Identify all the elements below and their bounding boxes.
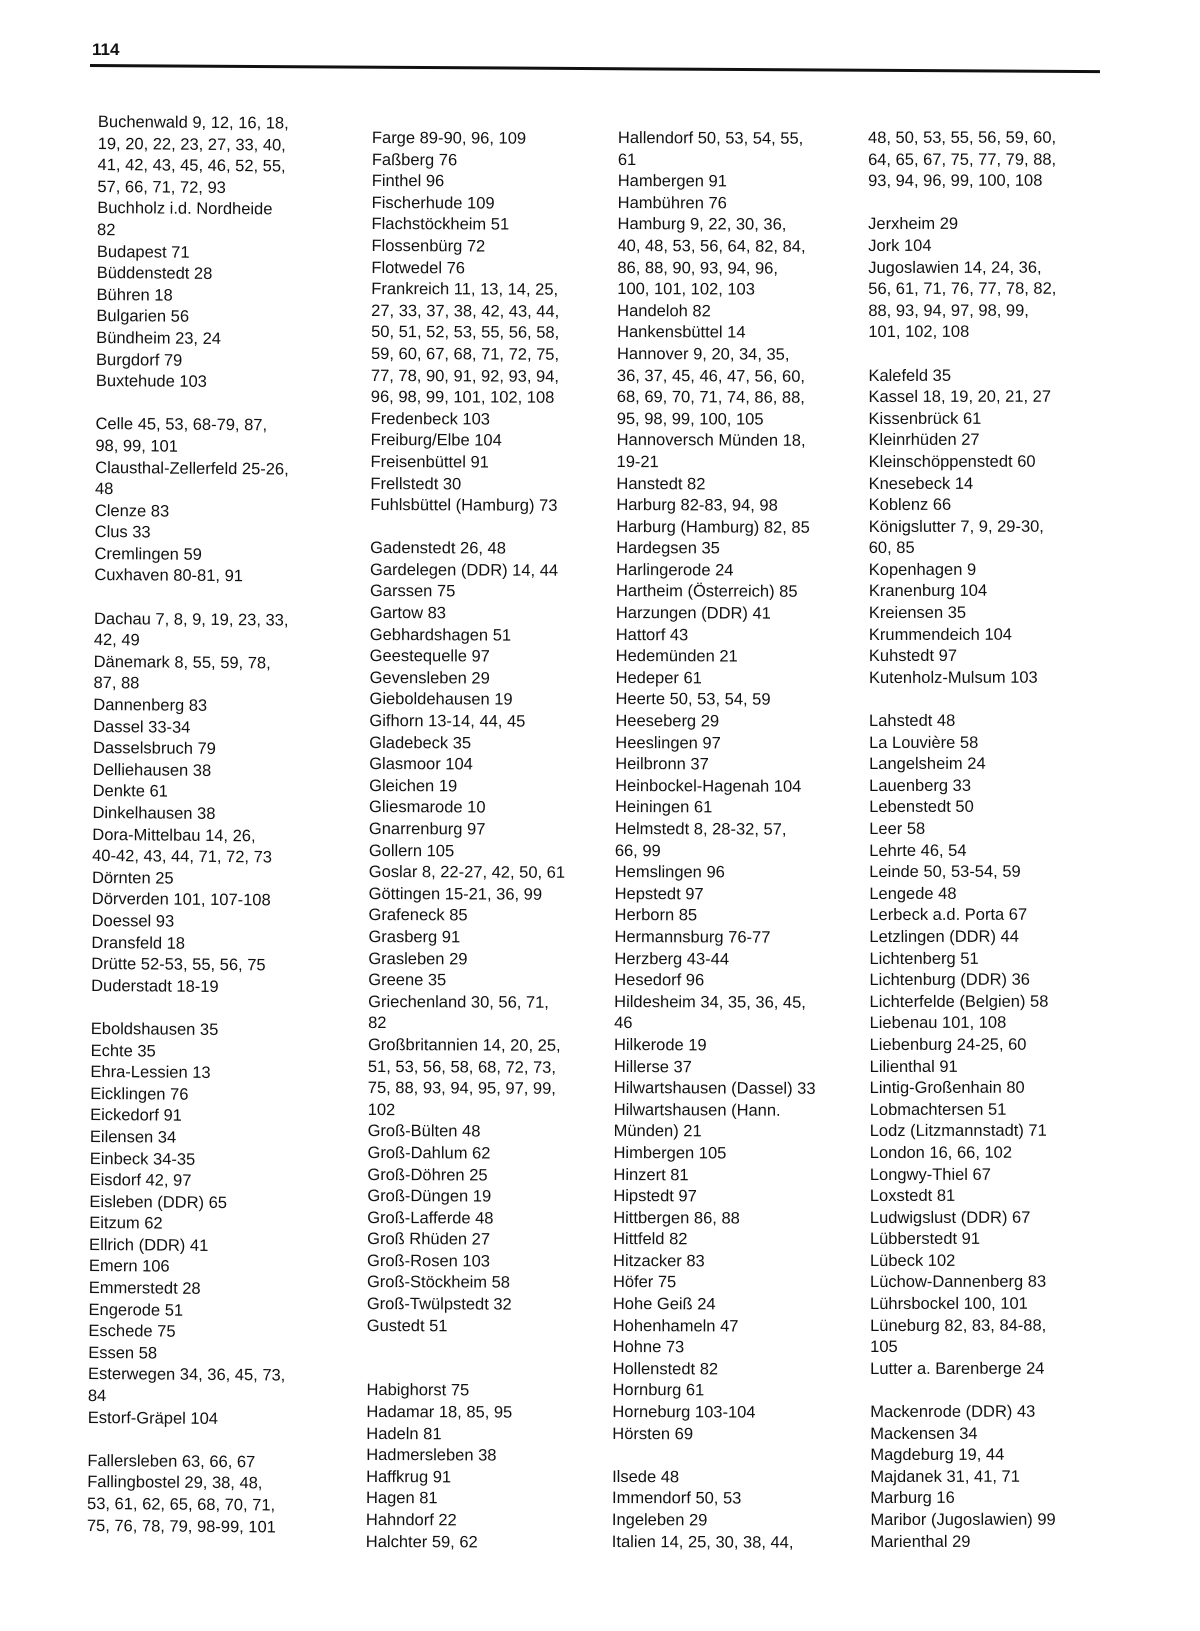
index-entry: Kutenholz-Mulsum 103 — [868, 668, 1038, 687]
index-entry: Lintig-Großenhain 80 — [869, 1078, 1025, 1098]
index-entry: Eisleben (DDR) 65 — [89, 1192, 228, 1212]
index-entry: Groß-Rosen 103 — [367, 1251, 490, 1271]
index-entry: Harburg 82-83, 94, 98 — [616, 496, 778, 515]
index-entry: Bühren 18 — [96, 285, 173, 305]
index-entry: Grasleben 29 — [368, 949, 468, 968]
index-entry: Duderstadt 18-19 — [91, 976, 219, 996]
index-entry: 19, 20, 22, 23, 27, 33, 40, — [97, 134, 286, 155]
index-entry: Budapest 71 — [96, 242, 190, 262]
index-entry: Lahstedt 48 — [869, 711, 956, 731]
index-entry: Gustedt 51 — [366, 1316, 448, 1335]
index-entry: Groß-Twülpstedt 32 — [366, 1295, 512, 1314]
index-entry: Italien 14, 25, 30, 38, 44, — [611, 1532, 794, 1552]
index-entry: Haffkrug 91 — [366, 1467, 452, 1487]
index-entry: 100, 101, 102, 103 — [617, 280, 755, 299]
index-entry: Hillerse 37 — [613, 1057, 692, 1076]
header-rule — [90, 64, 1100, 73]
index-entry: 87, 88 — [93, 674, 140, 693]
index-entry: Heiningen 61 — [614, 798, 713, 817]
index-entry: Emern 106 — [88, 1257, 170, 1277]
index-entry: 42, 49 — [93, 631, 140, 650]
index-entry: Dannenberg 83 — [93, 696, 208, 715]
index-entry: Gleichen 19 — [369, 776, 458, 796]
index-entry: Loxstedt 81 — [869, 1186, 956, 1206]
index-entry: Dachau 7, 8, 9, 19, 23, 33, — [93, 609, 289, 630]
index-entry: Münden) 21 — [613, 1122, 702, 1141]
index-entry: Koblenz 66 — [868, 495, 952, 515]
index-entry: 19-21 — [616, 452, 659, 472]
group-spacer — [91, 997, 341, 1021]
index-entry: Hannover 9, 20, 34, 35, — [616, 344, 790, 364]
index-entry: 75, 88, 93, 94, 95, 97, 99, — [367, 1079, 556, 1098]
index-entry: Hankensbüttel 14 — [617, 323, 746, 342]
index-entry: 56, 61, 71, 76, 77, 78, 82, — [868, 279, 1057, 299]
index-entry: Fuhlsbüttel (Hamburg) 73 — [370, 496, 558, 515]
index-entry: Langelsheim 24 — [869, 755, 986, 774]
index-entry: Hermannsburg 76-77 — [614, 927, 771, 947]
index-entry: Fallingbostel 29, 38, 48, — [87, 1473, 263, 1493]
index-entry: Herborn 85 — [614, 906, 698, 925]
index-entry: Flachstöckheim 51 — [371, 215, 510, 234]
index-entry: Fallersleben 63, 66, 67 — [87, 1451, 256, 1472]
index-entry: Doessel 93 — [91, 911, 175, 931]
index-entry: Flossenbürg 72 — [371, 236, 486, 256]
index-entry: Harlingerode 24 — [616, 560, 734, 580]
index-entry: Hedeper 61 — [615, 668, 702, 688]
index-entry: Lodz (Litzmannstadt) 71 — [869, 1122, 1047, 1141]
index-entry: Farge 89-90, 96, 109 — [371, 128, 527, 148]
index-entry: Frankreich 11, 13, 14, 25, — [371, 280, 559, 299]
index-entry: Freisenbüttel 91 — [370, 452, 489, 472]
index-entry: Hilwartshausen (Hann. — [613, 1100, 781, 1120]
index-entry: Grasberg 91 — [368, 927, 461, 947]
index-entry: Hohe Geiß 24 — [612, 1295, 716, 1314]
index-entry: 50, 51, 52, 53, 55, 56, 58, — [371, 323, 560, 343]
index-entry: Gieboldehausen 19 — [369, 690, 513, 710]
index-entry: Goslar 8, 22-27, 42, 50, 61 — [368, 863, 566, 883]
index-entry: Hilkerode 19 — [613, 1035, 707, 1055]
index-entry: Jerxheim 29 — [868, 215, 959, 234]
index-entry: Eschede 75 — [88, 1322, 176, 1341]
index-entry: 66, 99 — [614, 841, 661, 860]
index-entry: 95, 98, 99, 100, 105 — [616, 409, 764, 429]
index-entry: Ehra-Lessien 13 — [90, 1063, 211, 1083]
index-entry: Finthel 96 — [371, 172, 445, 191]
index-entry: 93, 94, 96, 99, 100, 108 — [868, 171, 1043, 191]
index-entry: 82 — [97, 220, 116, 240]
index-entry: Gifhorn 13-14, 44, 45 — [369, 712, 526, 731]
index-entry: Hambergen 91 — [617, 172, 727, 191]
group-spacer — [367, 1337, 617, 1360]
index-entry: Longwy-Thiel 67 — [869, 1165, 991, 1184]
index-entry: 60, 85 — [868, 539, 915, 558]
index-entry: Buchholz i.d. Nordheide — [97, 199, 273, 219]
index-entry: Cuxhaven 80-81, 91 — [94, 566, 244, 586]
index-entry: 82 — [368, 1014, 387, 1033]
index-entry: Büddenstedt 28 — [96, 264, 213, 284]
index-entry: Groß-Döhren 25 — [367, 1165, 488, 1185]
index-entry: 64, 65, 67, 75, 77, 79, 88, — [868, 150, 1057, 169]
group-spacer — [868, 192, 1118, 214]
group-spacer — [869, 689, 1119, 711]
index-entry: Gladebeck 35 — [369, 733, 472, 753]
index-entry: Gliesmarode 10 — [368, 798, 486, 817]
index-entry: Fischerhude 109 — [371, 193, 495, 213]
index-entry: 27, 33, 37, 38, 42, 43, 44, — [371, 301, 560, 321]
index-entry: Eitzum 62 — [89, 1214, 163, 1233]
index-entry: Heeseberg 29 — [615, 712, 720, 731]
index-entry: Dänemark 8, 55, 59, 78, — [93, 652, 271, 673]
index-entry: Eisdorf 42, 97 — [89, 1171, 192, 1190]
index-entry: Gollern 105 — [368, 841, 455, 860]
index-entry: Delliehausen 38 — [92, 760, 212, 780]
index-entry: Gnarrenburg 97 — [368, 819, 486, 839]
index-entry: Lüneburg 82, 83, 84-88, — [870, 1316, 1047, 1335]
index-entry: Göttingen 15-21, 36, 99 — [368, 884, 543, 904]
index-entry: Hinzert 81 — [613, 1165, 689, 1184]
index-entry: Griechenland 30, 56, 71, — [368, 992, 549, 1012]
index-entry: Halchter 59, 62 — [365, 1532, 478, 1552]
index-entry: Echte 35 — [90, 1041, 156, 1061]
index-entry: Groß Rhüden 27 — [367, 1230, 491, 1249]
group-spacer — [367, 1359, 617, 1382]
index-entry: Lührsbockel 100, 101 — [870, 1294, 1028, 1314]
index-entry: Esterwegen 34, 36, 45, 73, — [88, 1365, 286, 1385]
index-entry: Kleinrhüden 27 — [868, 431, 980, 450]
index-entry: Groß-Lafferde 48 — [367, 1208, 494, 1228]
index-entry: Helmstedt 8, 28-32, 57, — [614, 819, 787, 839]
index-entry: Celle 45, 53, 68-79, 87, — [95, 415, 268, 435]
index-entry: Hollenstedt 82 — [612, 1359, 719, 1379]
index-entry: 59, 60, 67, 68, 71, 72, 75, — [370, 344, 560, 364]
index-entry: Letzlingen (DDR) 44 — [869, 927, 1019, 946]
index-entry: Lobmachtersen 51 — [869, 1100, 1007, 1119]
index-entry: Essen 58 — [88, 1343, 158, 1363]
index-entry: Lehrte 46, 54 — [869, 841, 967, 860]
index-entry: Marburg 16 — [870, 1489, 955, 1508]
index-entry: Kissenbrück 61 — [868, 409, 982, 428]
index-entry: 102 — [367, 1100, 396, 1119]
index-entry: Lichterfelde (Belgien) 58 — [869, 992, 1049, 1011]
index-entry: 84 — [87, 1386, 107, 1406]
index-entry: Hadamar 18, 85, 95 — [366, 1403, 513, 1422]
index-entry: Dassel 33-34 — [93, 717, 191, 737]
index-entry: Heeslingen 97 — [615, 733, 721, 753]
group-spacer — [870, 1380, 1120, 1402]
index-entry: Eicklingen 76 — [90, 1084, 189, 1104]
index-entry: 46 — [614, 1014, 633, 1033]
index-entry: Eickedorf 91 — [90, 1106, 182, 1126]
index-entry: Hohne 73 — [612, 1338, 685, 1357]
group-spacer — [87, 1429, 337, 1453]
index-entry: Heinbockel-Hagenah 104 — [615, 776, 802, 796]
index-entry: Dransfeld 18 — [91, 933, 186, 953]
index-entry: Kuhstedt 97 — [868, 647, 958, 666]
index-entry: Grafeneck 85 — [368, 906, 468, 925]
index-entry: Gebhardshagen 51 — [369, 625, 512, 645]
index-entry: Lichtenberg 51 — [869, 949, 979, 968]
index-entry: London 16, 66, 102 — [869, 1143, 1013, 1162]
index-entry: Liebenau 101, 108 — [869, 1014, 1007, 1033]
index-entry: Lübeck 102 — [869, 1251, 956, 1270]
index-entry: Faßberg 76 — [371, 150, 458, 169]
index-entry: Flotwedel 76 — [371, 258, 465, 277]
index-entry: Freiburg/Elbe 104 — [370, 431, 502, 450]
index-entry: Gardelegen (DDR) 14, 44 — [370, 560, 559, 580]
index-entry: Hadmersleben 38 — [366, 1446, 497, 1465]
index-column-1 — [87, 112, 348, 1539]
index-entry: Großbritannien 14, 20, 25, — [367, 1035, 561, 1055]
index-entry: 51, 53, 56, 58, 68, 72, 73, — [367, 1057, 557, 1077]
index-entry: 61 — [617, 150, 637, 169]
group-spacer — [612, 1445, 862, 1468]
index-entry: Hornburg 61 — [612, 1381, 705, 1400]
group-spacer — [94, 587, 344, 611]
index-entry: Dora-Mittelbau 14, 26, — [92, 825, 256, 845]
index-entry: Greene 35 — [368, 971, 447, 990]
index-entry: Heerte 50, 53, 54, 59 — [615, 690, 771, 710]
index-entry: La Louvière 58 — [869, 733, 979, 752]
index-entry: Hartheim (Österreich) 85 — [615, 582, 798, 602]
index-entry: Hesedorf 96 — [614, 971, 705, 990]
index-entry: Groß-Düngen 19 — [367, 1187, 492, 1206]
index-entry: Hipstedt 97 — [613, 1187, 697, 1206]
index-entry: Dörnten 25 — [91, 868, 174, 888]
index-entry: 105 — [870, 1338, 898, 1357]
index-entry: Habighorst 75 — [366, 1381, 470, 1400]
index-entry: Leer 58 — [869, 819, 926, 838]
index-entry: Kreiensen 35 — [868, 603, 967, 623]
index-entry: Hilwartshausen (Dassel) 33 — [613, 1079, 816, 1098]
index-entry: Kleinschöppenstedt 60 — [868, 452, 1036, 471]
index-entry: Emmerstedt 28 — [88, 1279, 201, 1298]
index-entry: 101, 102, 108 — [868, 323, 970, 342]
index-entry: Lilienthal 91 — [869, 1057, 958, 1076]
index-entry: Garssen 75 — [369, 582, 456, 601]
index-entry: 75, 76, 78, 79, 98-99, 101 — [86, 1516, 276, 1537]
index-entry: Heilbronn 37 — [615, 755, 709, 774]
index-entry: Ellrich (DDR) 41 — [89, 1235, 209, 1255]
index-entry: Königslutter 7, 9, 29-30, — [868, 517, 1044, 536]
index-column-4 — [868, 128, 1120, 1554]
index-entry: Eboldshausen 35 — [90, 1019, 219, 1039]
index-entry: Buchenwald 9, 12, 16, 18, — [97, 112, 289, 133]
index-entry: Hattorf 43 — [615, 625, 689, 644]
index-entry: Bulgarien 56 — [96, 307, 190, 327]
index-entry: Himbergen 105 — [613, 1143, 727, 1163]
index-entry: Hadeln 81 — [366, 1424, 442, 1443]
index-entry: Kassel 18, 19, 20, 21, 27 — [868, 387, 1052, 407]
index-entry: Hildesheim 34, 35, 36, 45, — [614, 992, 806, 1012]
index-entry: Hohenhameln 47 — [612, 1316, 739, 1336]
index-entry: Drütte 52-53, 55, 56, 75 — [91, 955, 266, 975]
index-entry: Hittfeld 82 — [613, 1230, 688, 1249]
index-entry: Hittbergen 86, 88 — [613, 1208, 740, 1228]
index-entry: Knesebeck 14 — [868, 474, 974, 493]
group-spacer — [868, 344, 1118, 366]
index-entry: Eilensen 34 — [89, 1127, 177, 1147]
index-entry: Hemslingen 96 — [614, 863, 725, 882]
index-entry: Bündheim 23, 24 — [96, 328, 222, 348]
index-entry: Hallendorf 50, 53, 54, 55, — [617, 128, 804, 148]
index-entry: Höfer 75 — [612, 1273, 677, 1292]
index-entry: Clausthal-Zellerfeld 25-26, — [95, 458, 289, 479]
index-entry: 48, 50, 53, 55, 56, 59, 60, — [868, 128, 1057, 147]
index-entry: Estorf-Gräpel 104 — [87, 1408, 219, 1428]
index-entry: Gadenstedt 26, 48 — [370, 539, 506, 558]
index-entry: Groß-Bülten 48 — [367, 1122, 481, 1141]
index-entry: Maribor (Jugoslawien) 99 — [870, 1510, 1056, 1529]
index-entry: Lengede 48 — [869, 884, 957, 903]
index-entry: Harburg (Hamburg) 82, 85 — [616, 517, 810, 537]
index-entry: Marienthal 29 — [870, 1532, 971, 1551]
index-entry: Mackensen 34 — [870, 1424, 978, 1443]
index-entry: Lauenberg 33 — [869, 776, 972, 795]
index-entry: Glasmoor 104 — [369, 755, 473, 774]
index-entry: Burgdorf 79 — [95, 350, 183, 370]
index-entry: Lerbeck a.d. Porta 67 — [869, 906, 1028, 925]
index-entry: Lebenstedt 50 — [869, 798, 974, 817]
index-entry: Kalefeld 35 — [868, 366, 952, 385]
index-entry: Immendorf 50, 53 — [611, 1489, 742, 1508]
index-entry: Mackenrode (DDR) 43 — [870, 1402, 1036, 1422]
index-entry: Magdeburg 19, 44 — [870, 1445, 1005, 1465]
index-column-2 — [366, 128, 622, 1554]
index-entry: Frellstedt 30 — [370, 474, 462, 493]
index-entry: 77, 78, 90, 91, 92, 93, 94, — [370, 366, 560, 386]
index-entry: 41, 42, 43, 45, 46, 52, 55, — [97, 156, 286, 176]
index-entry: Groß-Stöckheim 58 — [366, 1273, 511, 1293]
index-entry: Gartow 83 — [369, 604, 447, 623]
index-entry: Handeloh 82 — [617, 301, 711, 321]
index-entry: Lübberstedt 91 — [869, 1230, 981, 1249]
group-spacer — [370, 517, 620, 540]
index-entry: Hepstedt 97 — [614, 884, 704, 904]
index-entry: Cremlingen 59 — [94, 544, 202, 564]
index-entry: Hardegsen 35 — [616, 539, 720, 558]
index-entry: Hagen 81 — [365, 1489, 438, 1508]
index-entry: Ludwigslust (DDR) 67 — [869, 1208, 1031, 1227]
index-entry: Liebenburg 24-25, 60 — [869, 1035, 1027, 1054]
page-number: 114 — [92, 40, 120, 59]
index-entry: 40, 48, 53, 56, 64, 82, 84, — [617, 236, 806, 256]
index-entry: 40-42, 43, 44, 71, 72, 73 — [92, 847, 273, 867]
index-entry: Engerode 51 — [88, 1300, 184, 1320]
index-entry: Hitzacker 83 — [613, 1251, 705, 1271]
index-entry: Herzberg 43-44 — [614, 949, 730, 969]
group-spacer — [96, 393, 346, 417]
index-entry: Hambühren 76 — [617, 193, 727, 213]
index-entry: Lutter a. Barenberge 24 — [870, 1359, 1045, 1378]
index-entry: Lüchow-Dannenberg 83 — [869, 1273, 1047, 1292]
index-entry: Einbeck 34-35 — [89, 1149, 196, 1169]
index-entry: Ilsede 48 — [612, 1467, 680, 1487]
index-entry: Buxtehude 103 — [95, 372, 207, 391]
index-entry: Harzungen (DDR) 41 — [615, 604, 771, 623]
index-entry: Dasselsbruch 79 — [92, 739, 216, 759]
index-entry: Majdanek 31, 41, 71 — [870, 1467, 1020, 1486]
index-entry: Kopenhagen 9 — [868, 560, 977, 579]
index-entry: Clenze 83 — [94, 501, 170, 521]
index-entry: Krummendeich 104 — [868, 625, 1012, 644]
index-entry: 96, 98, 99, 101, 102, 108 — [370, 388, 555, 407]
index-entry: Fredenbeck 103 — [370, 409, 491, 429]
index-entry: Hamburg 9, 22, 30, 36, — [617, 215, 787, 235]
index-entry: 57, 66, 71, 72, 93 — [97, 177, 226, 197]
index-entry: Denkte 61 — [92, 782, 168, 801]
index-entry: Dörverden 101, 107-108 — [91, 890, 271, 910]
index-entry: Leinde 50, 53-54, 59 — [869, 862, 1021, 882]
index-entry: Hörsten 69 — [612, 1424, 694, 1443]
index-entry: Clus 33 — [94, 523, 151, 542]
index-entry: Jugoslawien 14, 24, 36, — [868, 258, 1042, 277]
index-entry: Lichtenburg (DDR) 36 — [869, 970, 1031, 990]
index-entry: Geestequelle 97 — [369, 647, 490, 666]
index-entry: Hanstedt 82 — [616, 474, 706, 493]
index-entry: Groß-Dahlum 62 — [367, 1143, 491, 1163]
index-entry: Kranenburg 104 — [868, 582, 988, 601]
index-entry: 68, 69, 70, 71, 74, 86, 88, — [616, 388, 805, 407]
index-entry: Gevensleben 29 — [369, 668, 490, 688]
index-entry: 48 — [94, 480, 114, 499]
index-entry: 53, 61, 62, 65, 68, 70, 71, — [86, 1494, 276, 1515]
index-entry: Hannoversch Münden 18, — [616, 431, 806, 451]
index-column-3 — [612, 128, 868, 1554]
index-entry: Jork 104 — [868, 236, 932, 255]
index-entry: 86, 88, 90, 93, 94, 96, — [617, 258, 778, 278]
index-entry: Ingeleben 29 — [611, 1510, 708, 1530]
index-entry: 88, 93, 94, 97, 98, 99, — [868, 301, 1029, 320]
index-entry: Horneburg 103-104 — [612, 1403, 756, 1422]
index-entry: Hahndorf 22 — [365, 1510, 457, 1530]
index-entry: Dinkelhausen 38 — [92, 803, 216, 823]
index-entry: 98, 99, 101 — [95, 436, 179, 456]
index-entry: 36, 37, 45, 46, 47, 56, 60, — [616, 366, 806, 386]
index-entry: Hedemünden 21 — [615, 647, 738, 666]
